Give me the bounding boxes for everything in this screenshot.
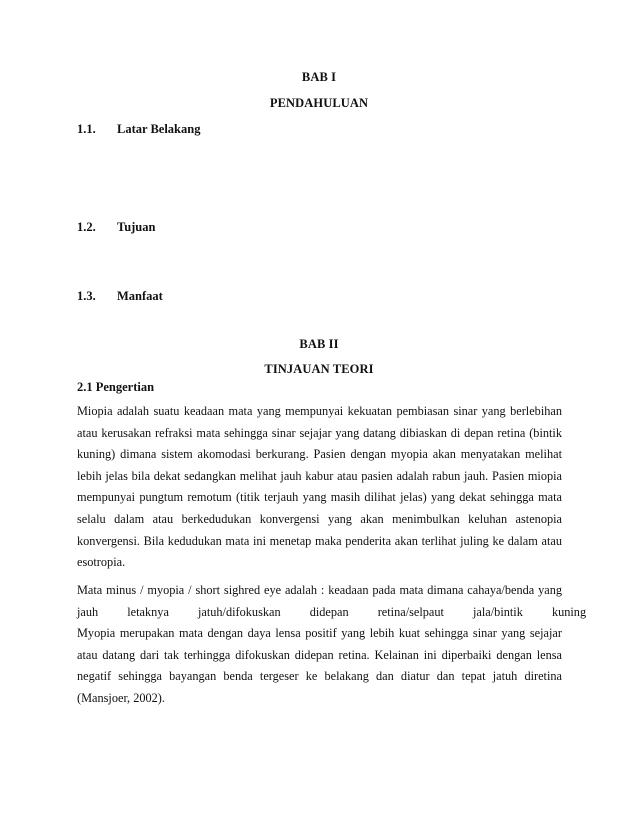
section-title: Latar Belakang (117, 122, 201, 136)
paragraph-line: mempunyai pungtum remotum (titik terjauh yang masih dilihat jelas) yang dekat sehingga mata (77, 490, 562, 505)
chapter-2-subtitle: TINJAUAN TEORI (264, 362, 374, 376)
section-number: 1.1. (77, 122, 96, 136)
pengertian-heading: 2.1 Pengertian (77, 380, 155, 394)
paragraph-line: Mata minus / myopia / short sighred eye adalah : keadaan pada mata dimana cahaya/benda yang (77, 583, 562, 597)
paragraph-line: atau datang dari tak terhingga difokuskan didepan retina. Kelainan ini diperbaiki dengan lensa (77, 647, 562, 662)
paragraph-line: konvergensi. Bila kedudukan mata ini menetap maka penderita akan terlihat juling ke dalam atau (77, 533, 562, 548)
paragraph-1 (77, 401, 562, 574)
chapter-1-subtitle: PENDAHULUAN (269, 96, 369, 110)
chapter-1-title: BAB I (301, 70, 337, 84)
paragraph-line: Miopia adalah suatu keadaan mata yang mempunyai kekuatan pembiasan sinar yang berlebihan (77, 404, 562, 418)
paragraph-2 (77, 580, 587, 710)
section-1-2 (77, 220, 155, 235)
section-title: Tujuan (117, 220, 156, 234)
paragraph-line: esotropia. (77, 555, 126, 570)
section-1-3 (77, 289, 163, 304)
section-number: 1.3. (77, 289, 96, 303)
paragraph-line: kuning) dimana sistem akomodasi berkurang. Pasien dengan myopia akan menyatakan melihat (77, 447, 562, 462)
paragraph-line: jauh letaknya jatuh/difokuskan didepan retina/selpaut jala/bintik kuning (77, 604, 587, 619)
section-number: 1.2. (77, 220, 96, 234)
section-1-1 (77, 122, 200, 137)
paragraph-line: atau kerusakan refraksi mata sehingga sinar sejajar yang datang dibiaskan di depan retina (bintik (77, 425, 562, 440)
paragraph-line: lebih jelas bila dekat sedangkan melihat jauh kabur atau pasien adalah rabun jauh. Pasien miopia (77, 468, 562, 483)
paragraph-line: selalu dalam atau berkedudukan konvergensi yang akan menimbulkan keluhan astenopia (77, 511, 562, 526)
paragraph-line: (Mansjoer, 2002). (77, 690, 165, 705)
section-title: Manfaat (117, 289, 163, 303)
paragraph-line: negatif sehingga bayangan benda tergeser ke belakang dan diatur dan tepat jatuh diretina (77, 669, 562, 684)
paragraph-line: Myopia merupakan mata dengan daya lensa positif yang lebih kuat sehingga sinar yang sejajar (77, 626, 562, 641)
chapter-2-title: BAB II (299, 337, 339, 351)
